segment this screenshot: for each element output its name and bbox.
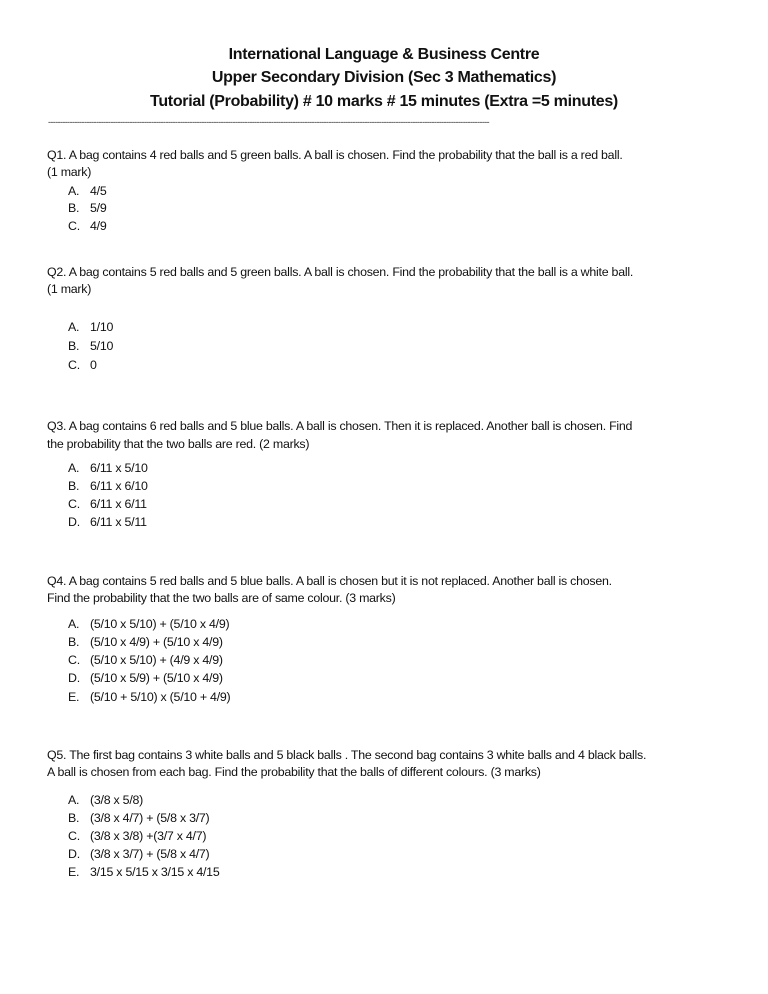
option-text: 1/10 (90, 320, 114, 334)
option-letter: C. (68, 219, 80, 233)
option-text: 4/5 (90, 184, 107, 198)
option-text: (3/8 x 4/7) + (5/8 x 3/7) (90, 811, 210, 825)
option-text: 6/11 x 6/10 (90, 479, 148, 493)
option-text: (5/10 x 5/10) + (4/9 x 4/9) (90, 653, 223, 667)
option-text: 4/9 (90, 219, 107, 233)
option-letter: A. (68, 461, 80, 475)
answer-option (68, 477, 148, 495)
question-text-continued: (1 mark) (47, 282, 92, 296)
option-text: (5/10 x 4/9) + (5/10 x 4/9) (90, 635, 223, 649)
answer-option (68, 318, 113, 336)
answer-option (68, 863, 219, 881)
option-text: 0 (90, 358, 97, 372)
option-text: 6/11 x 5/11 (90, 515, 147, 529)
option-text: 6/11 x 5/10 (90, 461, 148, 475)
question-text: Q2. A bag contains 5 red balls and 5 green balls. A ball is chosen. Find the probability that the ball is a white ball. (47, 265, 634, 279)
option-letter: A. (68, 320, 80, 334)
option-letter: A. (68, 793, 80, 807)
answer-option (68, 651, 223, 669)
question-text-continued: (1 mark) (47, 165, 92, 179)
option-letter: C. (68, 497, 80, 511)
option-text: 6/11 x 6/11 (90, 497, 147, 511)
answer-option (68, 791, 143, 809)
question-text: Q4. A bag contains 5 red balls and 5 blue balls. A ball is chosen but it is not replaced. Another ball is chosen. (47, 574, 612, 588)
question-text-continued: the probability that the two balls are red. (2 marks) (47, 437, 310, 451)
answer-option (68, 513, 147, 531)
option-letter: C. (68, 653, 80, 667)
option-letter: D. (68, 671, 80, 685)
divider: ---------------------------------------------------------------------------------------------------------------------------------------------------------------------------------------- (48, 117, 490, 127)
option-letter: D. (68, 515, 80, 529)
option-text: 3/15 x 5/15 x 3/15 x 4/15 (90, 865, 220, 879)
option-text: 5/10 (90, 339, 114, 353)
option-text: (5/10 x 5/10) + (5/10 x 4/9) (90, 617, 230, 631)
answer-option (68, 182, 106, 200)
tutorial-title: Tutorial (Probability) # 10 marks # 15 minutes (Extra =5 minutes) (150, 93, 618, 110)
option-letter: A. (68, 184, 80, 198)
answer-option (68, 633, 223, 651)
question-text-continued: A ball is chosen from each bag. Find the probability that the balls of different colours. (3 marks) (47, 765, 541, 779)
option-letter: B. (68, 479, 80, 493)
answer-option (68, 337, 113, 355)
option-letter: C. (68, 358, 80, 372)
answer-option (68, 199, 106, 217)
answer-option (68, 827, 206, 845)
question-text: Q5. The first bag contains 3 white balls and 5 black balls . The second bag contains 3 white balls and 4 black balls. (47, 748, 647, 762)
option-letter: E. (68, 865, 80, 879)
answer-option (68, 809, 209, 827)
option-letter: B. (68, 635, 80, 649)
answer-option (68, 459, 148, 477)
option-text: (3/8 x 5/8) (90, 793, 144, 807)
answer-option (68, 845, 209, 863)
answer-option (68, 669, 223, 687)
option-text: (3/8 x 3/8) +(3/7 x 4/7) (90, 829, 207, 843)
answer-option (68, 615, 229, 633)
answer-option (68, 688, 230, 706)
division-title: Upper Secondary Division (Sec 3 Mathematics) (211, 69, 557, 86)
option-letter: E. (68, 690, 80, 704)
option-text: (5/10 + 5/10) x (5/10 + 4/9) (90, 690, 231, 704)
answer-option (68, 356, 97, 374)
option-letter: B. (68, 339, 80, 353)
option-text: 5/9 (90, 201, 107, 215)
answer-option (68, 495, 147, 513)
option-letter: C. (68, 829, 80, 843)
school-name: International Language & Business Centre (228, 46, 540, 63)
question-text: Q1. A bag contains 4 red balls and 5 green balls. A ball is chosen. Find the probability that the ball is a red ball. (47, 148, 623, 162)
question-text-continued: Find the probability that the two balls are of same colour. (3 marks) (47, 591, 396, 605)
option-text: (5/10 x 5/9) + (5/10 x 4/9) (90, 671, 223, 685)
option-letter: D. (68, 847, 80, 861)
option-text: (3/8 x 3/7) + (5/8 x 4/7) (90, 847, 210, 861)
question-text: Q3. A bag contains 6 red balls and 5 blue balls. A ball is chosen. Then it is replaced. Another ball is chosen. Find (47, 419, 633, 433)
option-letter: B. (68, 811, 80, 825)
option-letter: B. (68, 201, 80, 215)
option-letter: A. (68, 617, 80, 631)
answer-option (68, 217, 106, 235)
